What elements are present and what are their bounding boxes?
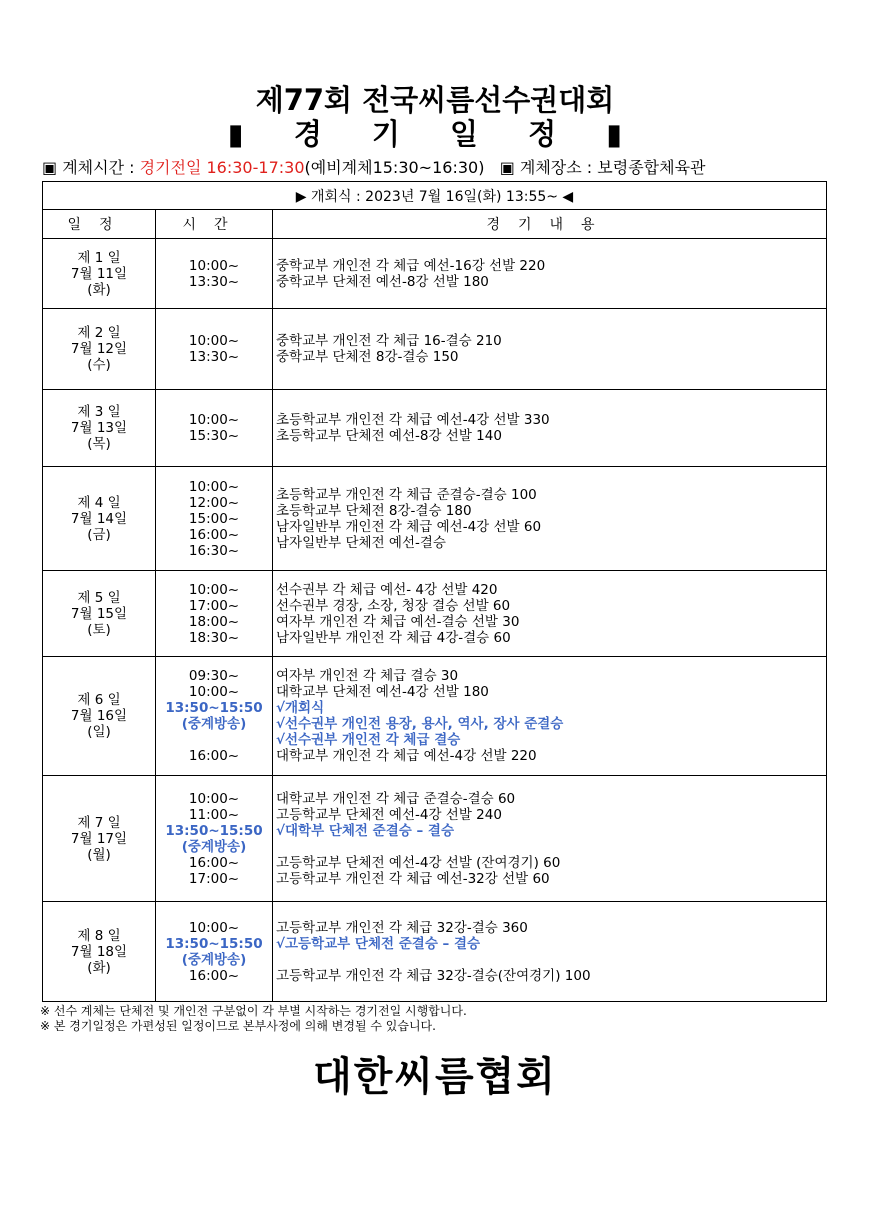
time-entry: 10:00~ [188,478,240,495]
day-weekday: (수) [87,357,111,373]
event-cell [273,657,827,776]
time-entry: 10:00~ [188,412,240,428]
event-entry: 중학교부 개인전 각 체급 16-결승 210 [276,333,502,349]
table-row [43,902,827,1002]
event-cell [273,390,827,467]
table-row [43,390,827,467]
time-entry: 15:30~ [188,428,240,444]
day-weekday: (목) [87,436,111,452]
event-entry: 초등학교부 개인전 각 체급 예선-4강 선발 330 [276,412,550,428]
day-weekday: (일) [87,724,111,740]
day-date: 7월 15일 [70,605,128,622]
day-cell [43,776,156,902]
event-entry: √대학부 단체전 준결승 – 결승 [276,822,455,839]
notes [40,1004,467,1034]
table-row [43,467,827,571]
time-entry [156,732,272,748]
event-entry: 고등학교부 단체전 예선-4강 선발 240 [276,806,502,823]
event-entry: 중학교부 개인전 각 체급 예선-16강 선발 220 [276,257,546,274]
day-date: 7월 17일 [70,830,128,847]
event-cell [273,902,827,1002]
day-day: 제 2 일 [77,325,121,341]
event-entry: 선수권부 경장, 소장, 청장 결승 선발 60 [276,597,511,614]
day-date: 7월 13일 [70,420,128,436]
table-row [43,239,827,309]
day-cell [43,239,156,309]
day-cell [43,657,156,776]
time-entry: 10:00~ [188,257,240,274]
day-day: 제 1 일 [77,249,121,266]
day-date: 7월 16일 [70,708,128,724]
time-entry: (중계방송) [181,838,247,855]
page-subtitle: ▮ 경 기 일 정 ▮ [227,117,643,151]
time-entry: (중계방송) [181,951,247,968]
time-entry: 13:30~ [188,273,240,290]
day-date: 7월 12일 [70,341,128,357]
time-entry: 10:00~ [188,684,240,700]
time-entry: 13:30~ [188,349,240,365]
time-entry: 10:00~ [188,333,240,349]
day-day: 제 6 일 [77,692,121,708]
event-entry: 여자부 개인전 각 체급 결승 30 [276,668,459,684]
event-cell [273,571,827,657]
event-entry: 고등학교부 개인전 각 체급 32강-결승(잔여경기) 100 [276,967,591,984]
table-row [43,657,827,776]
col-header-time: 시간 [156,210,273,239]
time-cell [156,309,273,390]
time-entry: 17:00~ [188,870,240,887]
event-entry: 초등학교부 단체전 8강-결승 180 [276,502,472,519]
col-header-date: 일정 [43,210,156,239]
day-cell [43,902,156,1002]
time-entry: 16:00~ [188,748,240,764]
time-entry: 16:30~ [188,542,240,559]
time-entry: 16:00~ [188,526,240,543]
page-title: 제77회 전국씨름선수권대회 [255,83,615,117]
event-entry: 여자부 개인전 각 체급 예선-결승 선발 30 [276,613,520,630]
weigh-place: ▣ 계체장소 : 보령종합체육관 [484,158,706,177]
time-cell [156,571,273,657]
event-cell [273,467,827,571]
day-date: 7월 14일 [70,510,128,527]
time-cell [156,467,273,571]
day-day: 제 8 일 [77,927,121,944]
event-entry: 남자일반부 단체전 예선-결승 [276,534,446,551]
time-entry: 10:00~ [188,581,240,598]
time-entry: 13:50~15:50 [165,935,263,952]
time-entry: (중계방송) [181,716,247,732]
time-cell [156,239,273,309]
day-date: 7월 18일 [70,943,128,960]
time-entry: 10:00~ [188,790,240,807]
event-entry: 중학교부 단체전 예선-8강 선발 180 [276,273,489,290]
opening-row [43,182,827,210]
event-entry: 초등학교부 개인전 각 체급 준결승-결승 100 [276,486,537,503]
table-row [43,571,827,657]
schedule-table [42,181,827,1002]
event-entry: 중학교부 단체전 8강-결승 150 [276,349,459,365]
event-entry: 대학교부 개인전 각 체급 준결승-결승 60 [276,790,516,807]
time-entry: 12:00~ [188,494,240,511]
time-cell [156,776,273,902]
time-entry: 13:50~15:50 [165,822,263,839]
day-day: 제 7 일 [77,814,121,831]
table-row [43,309,827,390]
day-date: 7월 11일 [70,265,128,282]
event-entry: 남자일반부 개인전 각 체급 예선-4강 선발 60 [276,518,542,535]
day-cell [43,390,156,467]
weigh-label: ▣ 계체시간 : [42,158,140,177]
time-cell [156,390,273,467]
event-entry [276,839,826,855]
event-entry: √선수권부 개인전 각 체급 결승 [276,732,461,748]
time-entry: 09:30~ [188,668,240,684]
event-cell [273,239,827,309]
organization-name: 대한씨름협회 [313,1054,557,1100]
day-cell [43,571,156,657]
table-row [43,776,827,902]
time-entry: 17:00~ [188,597,240,614]
event-entry: √고등학교부 단체전 준결승 – 결승 [276,935,481,952]
time-entry: 16:00~ [188,854,240,871]
day-day: 제 5 일 [77,589,121,606]
weigh-extra: (예비계체15:30~16:30) [304,158,485,177]
opening-ceremony: ▶ 개회식 : 2023년 7월 16일(화) 13:55~ ◀ [43,182,827,210]
day-cell [43,467,156,571]
event-entry: 선수권부 각 체급 예선- 4강 선발 420 [276,581,498,598]
event-cell [273,309,827,390]
event-entry: 초등학교부 단체전 예선-8강 선발 140 [276,428,502,444]
day-weekday: (월) [87,846,111,863]
time-entry: 15:00~ [188,510,240,527]
time-cell [156,657,273,776]
header-row [43,210,827,239]
time-entry: 18:00~ [188,613,240,630]
event-entry: 대학교부 개인전 각 체급 예선-4강 선발 220 [276,748,537,764]
day-weekday: (화) [87,959,111,976]
time-entry: 18:30~ [188,629,240,646]
event-entry: 고등학교부 개인전 각 체급 예선-32강 선발 60 [276,870,550,887]
event-entry: 고등학교부 개인전 각 체급 32강-결승 360 [276,919,528,936]
event-entry: 고등학교부 단체전 예선-4강 선발 (잔여경기) 60 [276,854,561,871]
time-entry: 10:00~ [188,919,240,936]
time-entry: 16:00~ [188,967,240,984]
note-line: ※ 본 경기일정은 가편성된 일정이므로 본부사정에 의해 변경될 수 있습니다. [40,1019,436,1033]
event-entry: 대학교부 단체전 예선-4강 선발 180 [276,684,489,700]
time-cell [156,902,273,1002]
weigh-time: 경기전일 16:30-17:30 [139,158,305,177]
event-entry: √개회식 [276,700,325,716]
time-entry: 11:00~ [188,806,240,823]
col-header-content: 경기내용 [273,210,827,239]
day-weekday: (화) [87,281,111,298]
day-day: 제 3 일 [77,404,121,420]
day-weekday: (금) [87,526,111,543]
event-cell [273,776,827,902]
event-entry: √선수권부 개인전 용장, 용사, 역사, 장사 준결승 [276,716,564,732]
event-entry [276,952,826,968]
day-cell [43,309,156,390]
day-weekday: (토) [87,621,111,638]
weigh-in-info [42,155,832,178]
day-day: 제 4 일 [77,494,121,511]
note-line: ※ 선수 계체는 단체전 및 개인전 구분없이 각 부별 시작하는 경기전일 시행합니다. [40,1004,467,1018]
time-entry: 13:50~15:50 [165,700,263,716]
event-entry: 남자일반부 개인전 각 체급 4강-결승 60 [276,629,511,646]
